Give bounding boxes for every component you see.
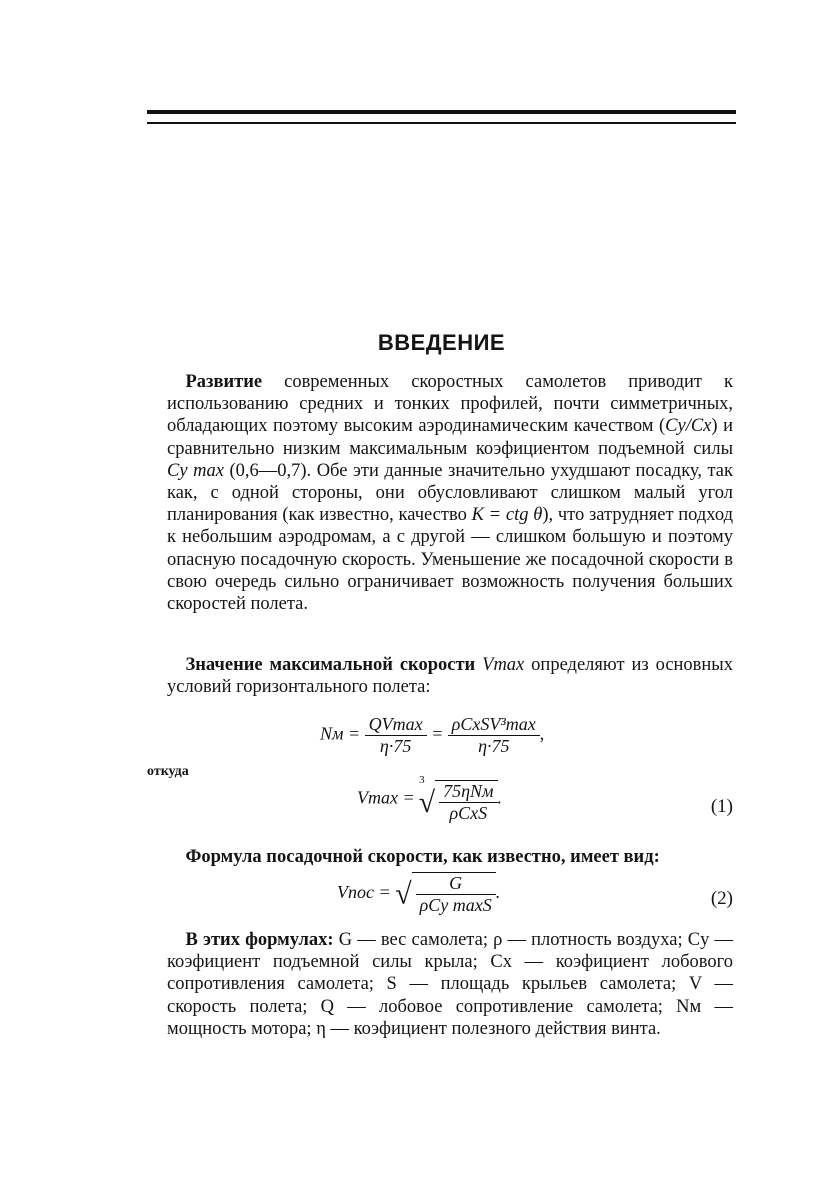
radicand	[412, 872, 496, 916]
square-root	[395, 872, 496, 916]
cy-cx-ratio: Cy/Cx	[665, 416, 712, 437]
paragraph-text: определяют из основных условий горизонтального полета:	[167, 655, 733, 698]
formula-lhs: Vmax =	[357, 787, 415, 808]
paragraph-text: ), что затрудняет подход к небольшим аэродромам, а с другой — слишком большую и поэтому опасную посадочную скорость. Уменьшение же посадочной скорости в свою очередь сильно ограничивает возможность получения больших скоростей полета.	[167, 505, 733, 615]
root-sign-icon: √	[418, 785, 436, 819]
vmax-symbol: Vmax	[482, 655, 525, 675]
fraction-denominator: η·75	[478, 736, 510, 756]
landing-intro-text: Формула посадочной скорости, как известно, имеет вид:	[185, 847, 660, 867]
legend-paragraph	[167, 929, 733, 1040]
paragraph-text: ) и сравнительно низким максимальным коэфициентом подъемной силы	[167, 416, 734, 459]
top-rule-thin	[147, 122, 736, 124]
root-sign-icon: √	[395, 877, 412, 911]
fraction	[365, 714, 427, 757]
formula-lhs: Vпос =	[337, 882, 391, 903]
formula-tail: ,	[539, 723, 545, 744]
fraction-numerator: G	[416, 873, 496, 895]
intro-paragraph	[167, 371, 733, 615]
root-index: 3	[419, 774, 425, 786]
cy-max-symbol: Cy max	[167, 460, 224, 481]
radicand	[435, 780, 497, 824]
fraction-denominator: ρCy maxS	[419, 895, 492, 915]
paragraph-lead: Развитие	[185, 372, 263, 392]
formula-tail: .	[497, 787, 503, 808]
formula-lhs: Nм =	[320, 723, 361, 744]
paragraph-lead: Значение максимальной скорости	[185, 655, 476, 675]
landing-intro	[167, 846, 733, 868]
equation-number: (2)	[710, 888, 733, 909]
fraction-numerator: QVmax	[365, 714, 427, 736]
cube-root	[419, 774, 497, 824]
fraction	[439, 781, 497, 824]
power-formula	[320, 714, 620, 757]
formula-expression	[337, 872, 500, 916]
fraction	[416, 873, 496, 916]
section-heading: ВВЕДЕНИЕ	[377, 330, 506, 355]
where-label: откуда	[147, 764, 189, 779]
max-speed-paragraph	[167, 654, 733, 698]
fraction-numerator: 75ηNм	[439, 781, 497, 803]
paragraph-text: G — вес самолета; ρ — плотность воздуха; Cy — коэфициент подъемной силы крыла; Cx — коэфициент лобового сопротивления самолета; S — площадь крыльев самолета; V — скорость полета; Q — лобовое сопротивление самолета; Nм — мощность мотора; η — коэфициент полезного действия винта.	[167, 930, 733, 1039]
paragraph-text: современных скоростных самолетов приводит к использованию средних и тонких профилей, почти симметричных, обладающих поэтому высоким аэродинамическим качеством (	[167, 372, 733, 437]
paragraph-text: (0,6—0,7). Обе эти данные значительно ухудшают посадку, так как, с одной стороны, они обусловливают слишком малый угол планирования (как известно, качество	[167, 460, 733, 526]
fraction-numerator: ρCxSV³max	[448, 714, 540, 736]
paragraph-lead: В этих формулах:	[185, 930, 334, 950]
max-speed-formula	[147, 764, 733, 834]
formula-tail: .	[495, 882, 501, 903]
landing-speed-formula	[147, 870, 733, 930]
fraction-denominator: η·75	[379, 736, 412, 756]
formula-expression	[357, 774, 502, 824]
k-ctg-formula: K = ctg θ	[471, 505, 543, 526]
top-rule-thick	[147, 110, 736, 114]
equation-number: (1)	[710, 796, 733, 817]
fraction-denominator: ρCxS	[449, 803, 488, 824]
fraction	[448, 714, 540, 757]
equals-sign: =	[431, 723, 444, 744]
